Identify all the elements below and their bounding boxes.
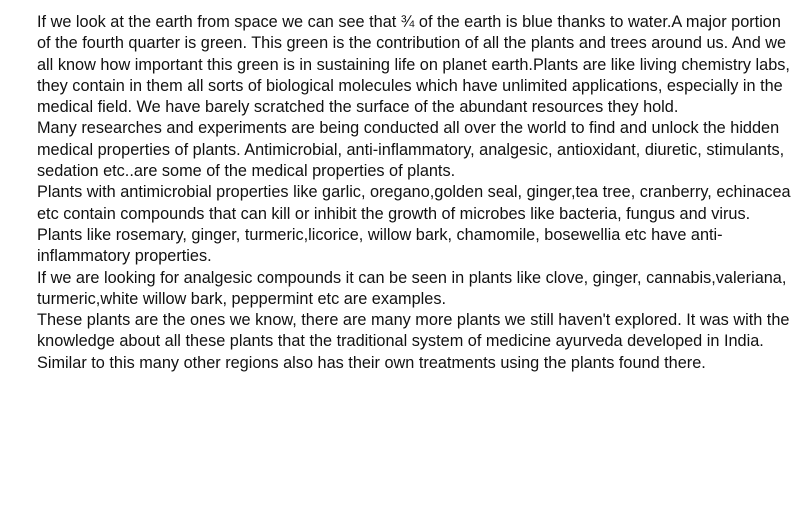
paragraph-intro: If we look at the earth from space we can see that ¾ of the earth is blue thanks to water.A major portion of the fourth quarter is green. This green is the contribution of all the plants and trees around us. And we all know how important this green is in sustaining life on planet earth.Plants are like living chemistry labs, they contain in them all sorts of biological molecules which have unlimited applications, especially in the medical field. We have barely scratched the surface of the abundant resources they hold. bbox=[37, 13, 790, 117]
paragraph-ayurveda: These plants are the ones we know, there are many more plants we still haven't explored. It was with the knowledge about all these plants that the traditional system of medicine ayurveda developed in India. Similar to this many other regions also has their own treatments using the plants found there. bbox=[37, 311, 790, 372]
paragraph-anti-inflammatory: Plants like rosemary, ginger, turmeric,licorice, willow bark, chamomile, bosewellia etc have anti-inflammatory properties. bbox=[37, 225, 723, 266]
paragraph-antimicrobial: Plants with antimicrobial properties like garlic, oregano,golden seal, ginger,tea tree, cranberry, echinacea etc contain compounds that can kill or inhibit the growth of microbes like bacteria, fungus and virus. bbox=[37, 183, 791, 223]
document-body bbox=[37, 12, 797, 374]
paragraph-analgesic: If we are looking for analgesic compounds it can be seen in plants like clove, ginger, cannabis,valeriana, turmeric,white willow bark, peppermint etc are examples. bbox=[37, 268, 787, 308]
paragraph-research: Many researches and experiments are being conducted all over the world to find and unlock the hidden medical properties of plants. Antimicrobial, anti-inflammatory, analgesic, antioxidant, diuretic, stimulants, sedation etc..are some of the medical properties of plants. bbox=[37, 119, 785, 181]
